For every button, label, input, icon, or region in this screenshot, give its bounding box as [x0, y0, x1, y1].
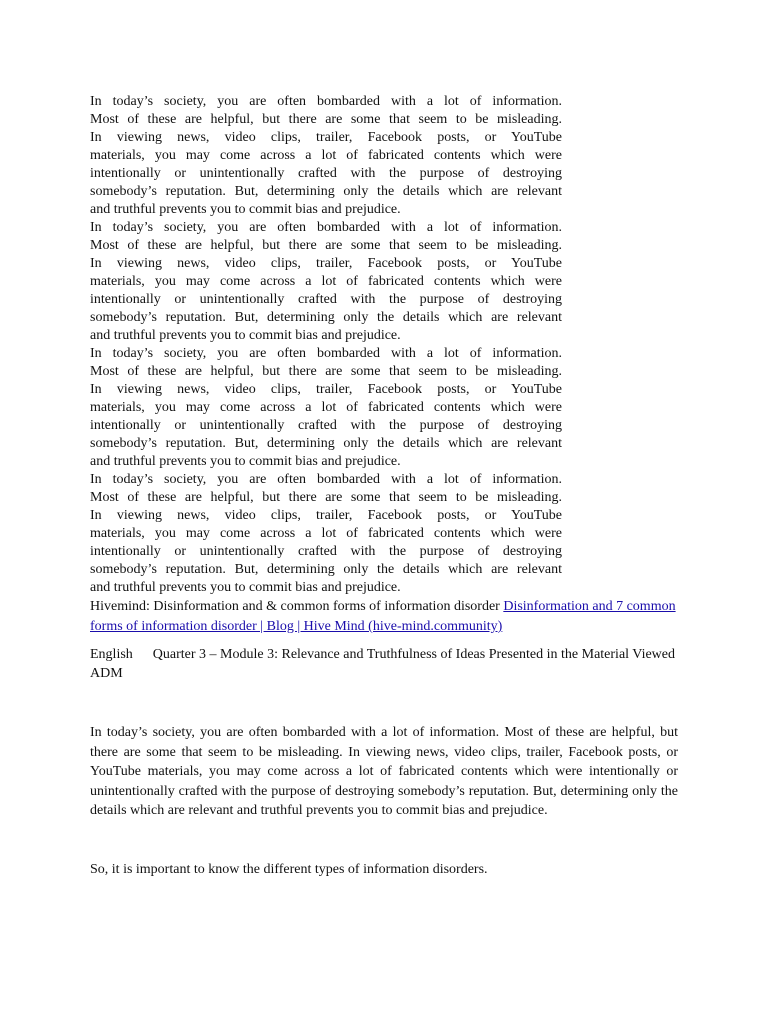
text-line: Most of these are helpful, but there are some that seem to be misleading. [90, 238, 562, 253]
text-line: and truthful prevents you to commit bias and prejudice. [90, 328, 401, 343]
text-line: intentionally or unintentionally crafted with the purpose of destroying [90, 166, 562, 181]
text-line: materials, you may come across a lot of fabricated contents which were [90, 148, 562, 163]
text-line: In viewing news, video clips, trailer, Facebook posts, or YouTube [90, 508, 562, 523]
text-line: In viewing news, video clips, trailer, Facebook posts, or YouTube [90, 256, 562, 271]
text-line: and truthful prevents you to commit bias and prejudice. [90, 454, 401, 469]
text-line: In viewing news, video clips, trailer, Facebook posts, or YouTube [90, 130, 562, 145]
module-subject: English [90, 647, 133, 662]
citation-link[interactable]: Disinformation and 7 common forms of information disorder | Blog | Hive Mind (hive-mind.community) [90, 599, 676, 634]
repeated-text-blocks [90, 93, 562, 597]
text-line: and truthful prevents you to commit bias and prejudice. [90, 580, 401, 595]
text-line: In today’s society, you are often bombarded with a lot of information. [90, 220, 562, 235]
text-line: Most of these are helpful, but there are some that seem to be misleading. [90, 364, 562, 379]
source-citation [90, 597, 678, 637]
text-line: Most of these are helpful, but there are some that seem to be misleading. [90, 490, 562, 505]
text-line: and truthful prevents you to commit bias and prejudice. [90, 202, 401, 217]
text-line: In today’s society, you are often bombarded with a lot of information. [90, 346, 562, 361]
text-block [90, 219, 562, 345]
text-line: intentionally or unintentionally crafted with the purpose of destroying [90, 544, 562, 559]
module-title: Quarter 3 – Module 3: Relevance and Truthfulness of Ideas Presented in the Material Viewed ADM [90, 647, 675, 681]
text-line: somebody’s reputation. But, determining only the details which are relevant [90, 184, 562, 199]
text-line: intentionally or unintentionally crafted with the purpose of destroying [90, 292, 562, 307]
text-line: In today’s society, you are often bombarded with a lot of information. [90, 94, 562, 109]
body-paragraph: In today’s society, you are often bombarded with a lot of information. Most of these are helpful, but there are some that seem to be misleading. In viewing news, video clips, trailer, Facebook posts, or YouTube materials, you may come across a lot of fabricated contents which were intentionally or unintentionally crafted with the purpose of destroying somebody’s reputation. But, determining only the details which are relevant and truthful prevents you to commit bias and prejudice. [90, 725, 678, 819]
text-line: somebody’s reputation. But, determining only the details which are relevant [90, 310, 562, 325]
closing-sentence: So, it is important to know the different types of information disorders. [90, 861, 488, 877]
text-line: In today’s society, you are often bombarded with a lot of information. [90, 472, 562, 487]
text-line: materials, you may come across a lot of fabricated contents which were [90, 274, 562, 289]
text-block [90, 471, 562, 597]
text-line: intentionally or unintentionally crafted with the purpose of destroying [90, 418, 562, 433]
module-reference [90, 645, 678, 683]
text-line: Most of these are helpful, but there are some that seem to be misleading. [90, 112, 562, 127]
text-line: somebody’s reputation. But, determining only the details which are relevant [90, 562, 562, 577]
text-block [90, 345, 562, 471]
text-line: materials, you may come across a lot of fabricated contents which were [90, 526, 562, 541]
text-line: In viewing news, video clips, trailer, Facebook posts, or YouTube [90, 382, 562, 397]
text-block [90, 93, 562, 219]
document-page [90, 93, 680, 893]
text-line: somebody’s reputation. But, determining only the details which are relevant [90, 436, 562, 451]
text-line: materials, you may come across a lot of fabricated contents which were [90, 400, 562, 415]
citation-text: Hivemind: Disinformation and & common forms of information disorder [90, 599, 504, 614]
